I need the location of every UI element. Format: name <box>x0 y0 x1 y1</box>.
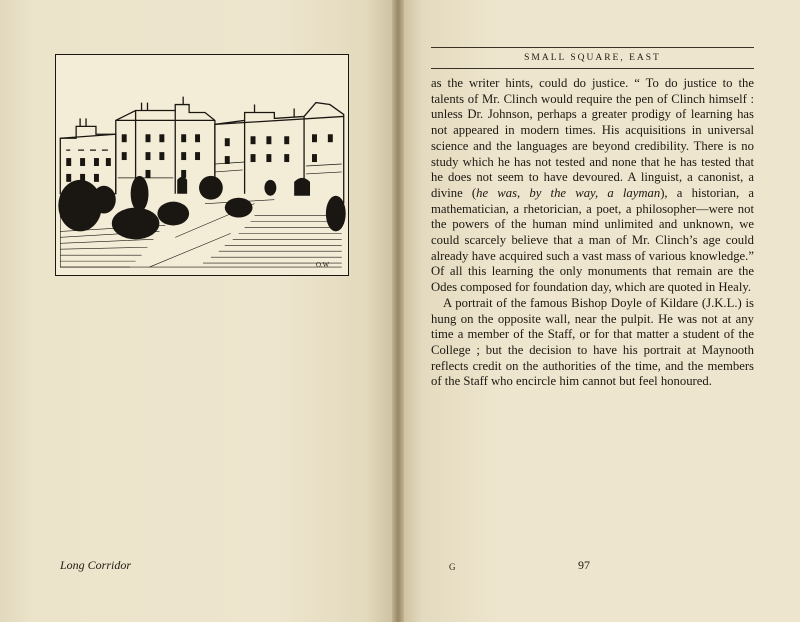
paragraph-1-part-a: as the writer hints, could do justice. “ To do justice to the talents of Mr. Clinch would require the pen of Clinch himself : unless Dr. Johnson, perhaps a greater prodigy of learning has not appeared in modern times. His acquisitions in universal science and the languages are beyond credibility. There is no study which he has not tested and none that he has tested that he does not seem to have devoured. A linguist, a canonist, a divine ( <box>431 76 754 200</box>
courtyard-illustration <box>55 54 349 276</box>
body-text <box>431 76 754 390</box>
paragraph-1-italic: he was, by the way, a layman <box>476 185 661 200</box>
building-drawing <box>56 55 348 275</box>
plate-caption: Long Corridor <box>60 558 132 572</box>
running-head: SMALL SQUARE, EAST <box>524 53 661 63</box>
left-page <box>0 0 398 622</box>
top-rule <box>431 47 754 48</box>
artist-signature: O.W <box>315 262 330 270</box>
paragraph-2: A portrait of the famous Bishop Doyle of Kildare (J.K.L.) is hung on the opposite wall, near the pulpit. He was not at any time a member of the Staff, or for that matter a student of the College ; but the decision to have his portrait at Maynooth reflects credit on the authorities of the time, and the members of the Staff who encircle him cannot but feel honoured. <box>431 295 754 389</box>
paragraph-1 <box>431 76 754 296</box>
signature-mark: G <box>449 562 456 572</box>
head-rule <box>431 68 754 69</box>
paragraph-1-part-b: ), a historian, a mathematician, a rhetorician, a poet, a philosopher—were not the powers of the human mind unlimited and unknown, we could scarcely believe that a man of Mr. Clinch’s age could already have acquired such a vast mass of various knowledge.” Of all this learning the only monuments that remain are the Odes composed for foundation day, which are quoted in Healy. <box>431 185 754 295</box>
page-number: 97 <box>578 558 590 572</box>
book-gutter <box>392 0 404 622</box>
